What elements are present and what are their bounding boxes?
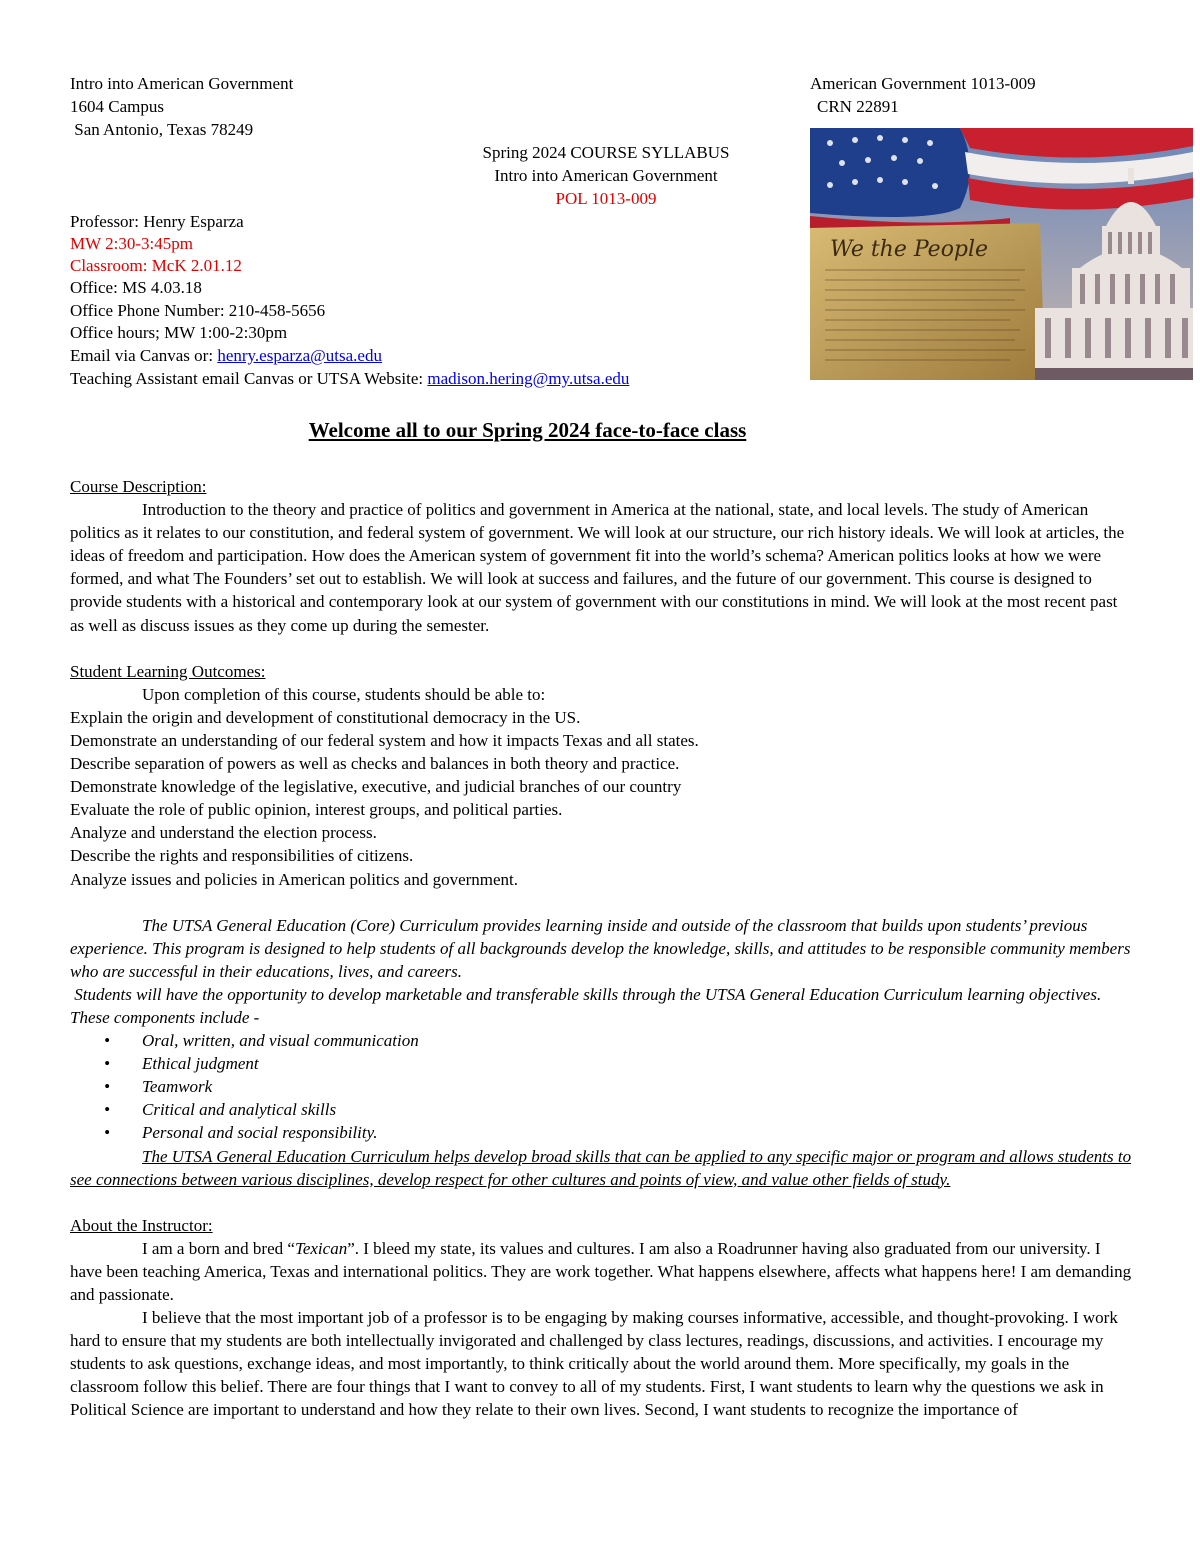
- syllabus-course-code: POL 1013-009: [555, 189, 657, 208]
- header-city: San Antonio, Texas 78249: [70, 120, 254, 139]
- office-phone: Office Phone Number: 210-458-5656: [70, 301, 326, 320]
- syllabus-title: Spring 2024 COURSE SYLLABUS: [482, 143, 730, 162]
- outcome-item: Explain the origin and development of constitutional democracy in the US.: [70, 707, 581, 727]
- spacer: [70, 1191, 1135, 1214]
- bullet-dot: •: [104, 1100, 110, 1120]
- instructor-paragraph-1: [70, 1237, 1135, 1306]
- core-bullet-text: Personal and social responsibility.: [142, 1123, 378, 1143]
- core-bullet-item: [70, 1098, 1135, 1121]
- syllabus-body: [70, 475, 1135, 1422]
- course-description-heading: Course Description:: [70, 477, 207, 496]
- instructor-paragraph-2: I believe that the most important job of a professor is to be engaging by making courses informative, accessible, and thought-provoking. I work hard to ensure that my students are both intellectually invigorated and challenged by class lectures, readings, discussions, and activities. I encourage my students to ask questions, exchange ideas, and most importantly, to think critically about the world around them. More specifically, my goals in the classroom follow this belief. There are four things that I want to convey to all of my students. First, I want students to learn why the questions we ask in Political Science are important to understand and how they relate to their own lives. Second, I want students to recognize the importance of: [70, 1308, 1118, 1420]
- spacer: [70, 891, 1135, 914]
- outcome-item: Analyze and understand the election process.: [70, 823, 377, 843]
- ta-email-line: [70, 367, 629, 390]
- class-time: MW 2:30-3:45pm: [70, 234, 193, 253]
- outcome-item: Evaluate the role of public opinion, interest groups, and political parties.: [70, 800, 563, 820]
- core-skills-paragraph: Students will have the opportunity to develop marketable and transferable skills through the UTSA General Education Curriculum learning objectives. These components include -: [70, 984, 1106, 1027]
- we-the-people-text: We the People: [830, 237, 989, 262]
- outcome-item: Analyze issues and policies in American politics and government.: [70, 869, 519, 889]
- learning-outcomes-heading: Student Learning Outcomes:: [70, 661, 266, 681]
- core-bullet-text: Critical and analytical skills: [142, 1100, 337, 1120]
- core-bullet-item: [70, 1029, 1135, 1052]
- outcome-item: Describe separation of powers as well as checks and balances in both theory and practice.: [70, 754, 680, 774]
- core-bullet-item: [70, 1052, 1135, 1075]
- instructor-p1-end: ”. I bleed my state, its values and cultures. I am also a Roadrunner having also graduated from our university. I have been teaching America, Texas and international politics. They are work together. What happens elsewhere, affects what happens here! I am demanding and passionate.: [70, 1238, 1132, 1304]
- outcome-item: Demonstrate an understanding of our federal system and how it impacts Texas and all states.: [70, 730, 699, 750]
- welcome-heading: Welcome all to our Spring 2024 face-to-face class: [308, 418, 747, 442]
- outcome-item: Describe the rights and responsibilities of citizens.: [70, 846, 414, 866]
- ta-email-label: Teaching Assistant email Canvas or UTSA Website:: [70, 369, 428, 388]
- core-bullet-item: [70, 1121, 1135, 1144]
- course-description-text: Introduction to the theory and practice of politics and government in America at the national, state, and local levels. The study of American politics as it relates to our constitution, and federal system of government. We will look at our structure, our rich history ideals. We will look at articles, the ideas of freedom and participation. How does the American system of government fit into the world’s schema? American politics looks at how we were formed, and what The Founders’ set out to establish. We will look at success and failures, and the future of our government. This course is designed to provide students with a historical and contemporary look at our system of government with our constitutions in mind. We will look at the most recent past as well as discuss issues as they come up during the semester.: [70, 500, 1125, 635]
- office-hours: Office hours; MW 1:00-2:30pm: [70, 323, 288, 342]
- bullet-dot: •: [104, 1077, 110, 1097]
- core-bullet-text: Teamwork: [142, 1077, 213, 1097]
- instructor-p1-start: I am a born and bred “: [142, 1238, 295, 1258]
- email-line: [70, 344, 382, 367]
- ta-email-link[interactable]: madison.hering@my.utsa.edu: [427, 369, 630, 388]
- email-label: Email via Canvas or:: [70, 346, 218, 365]
- learning-outcomes-intro: Upon completion of this course, students should be able to:: [142, 684, 546, 704]
- core-curriculum-paragraph: The UTSA General Education (Core) Curriculum provides learning inside and outside of the classroom that builds upon students’ previous experience. This program is designed to help students of all backgrounds develop the knowledge, skills, and attitudes to be responsible community members who are successful in their educations, lives, and careers.: [70, 915, 1131, 981]
- core-bullet-item: [70, 1075, 1135, 1098]
- header-crn: CRN 22891: [817, 97, 899, 116]
- hero-image: [810, 128, 1193, 380]
- outcome-item: Demonstrate knowledge of the legislative, executive, and judicial branches of our country: [70, 777, 682, 797]
- classroom: Classroom: McK 2.01.12: [70, 256, 242, 275]
- syllabus-subtitle: Intro into American Government: [494, 166, 718, 185]
- about-instructor-heading: About the Instructor:: [70, 1215, 213, 1235]
- header-course-title: Intro into American Government: [70, 74, 294, 93]
- header-course-number: American Government 1013-009: [810, 74, 1036, 93]
- office: Office: MS 4.03.18: [70, 278, 202, 297]
- american-flag-capitol-illustration: [810, 128, 1193, 380]
- core-broad-skills-paragraph: The UTSA General Education Curriculum helps develop broad skills that can be applied to any specific major or program and allows students to see connections between various disciplines, develop respect for other cultures and points of view, and value other fields of study.: [70, 1146, 1132, 1189]
- spacer: [70, 637, 1135, 660]
- professor-email-link[interactable]: henry.esparza@utsa.edu: [217, 346, 382, 365]
- texican-word: Texican: [294, 1238, 348, 1258]
- core-bullet-text: Oral, written, and visual communication: [142, 1031, 419, 1051]
- bullet-dot: •: [104, 1054, 110, 1074]
- bullet-dot: •: [104, 1031, 110, 1051]
- bullet-dot: •: [104, 1123, 110, 1143]
- core-bullet-text: Ethical judgment: [142, 1054, 259, 1074]
- header-campus: 1604 Campus: [70, 97, 164, 116]
- professor-name: Professor: Henry Esparza: [70, 212, 244, 231]
